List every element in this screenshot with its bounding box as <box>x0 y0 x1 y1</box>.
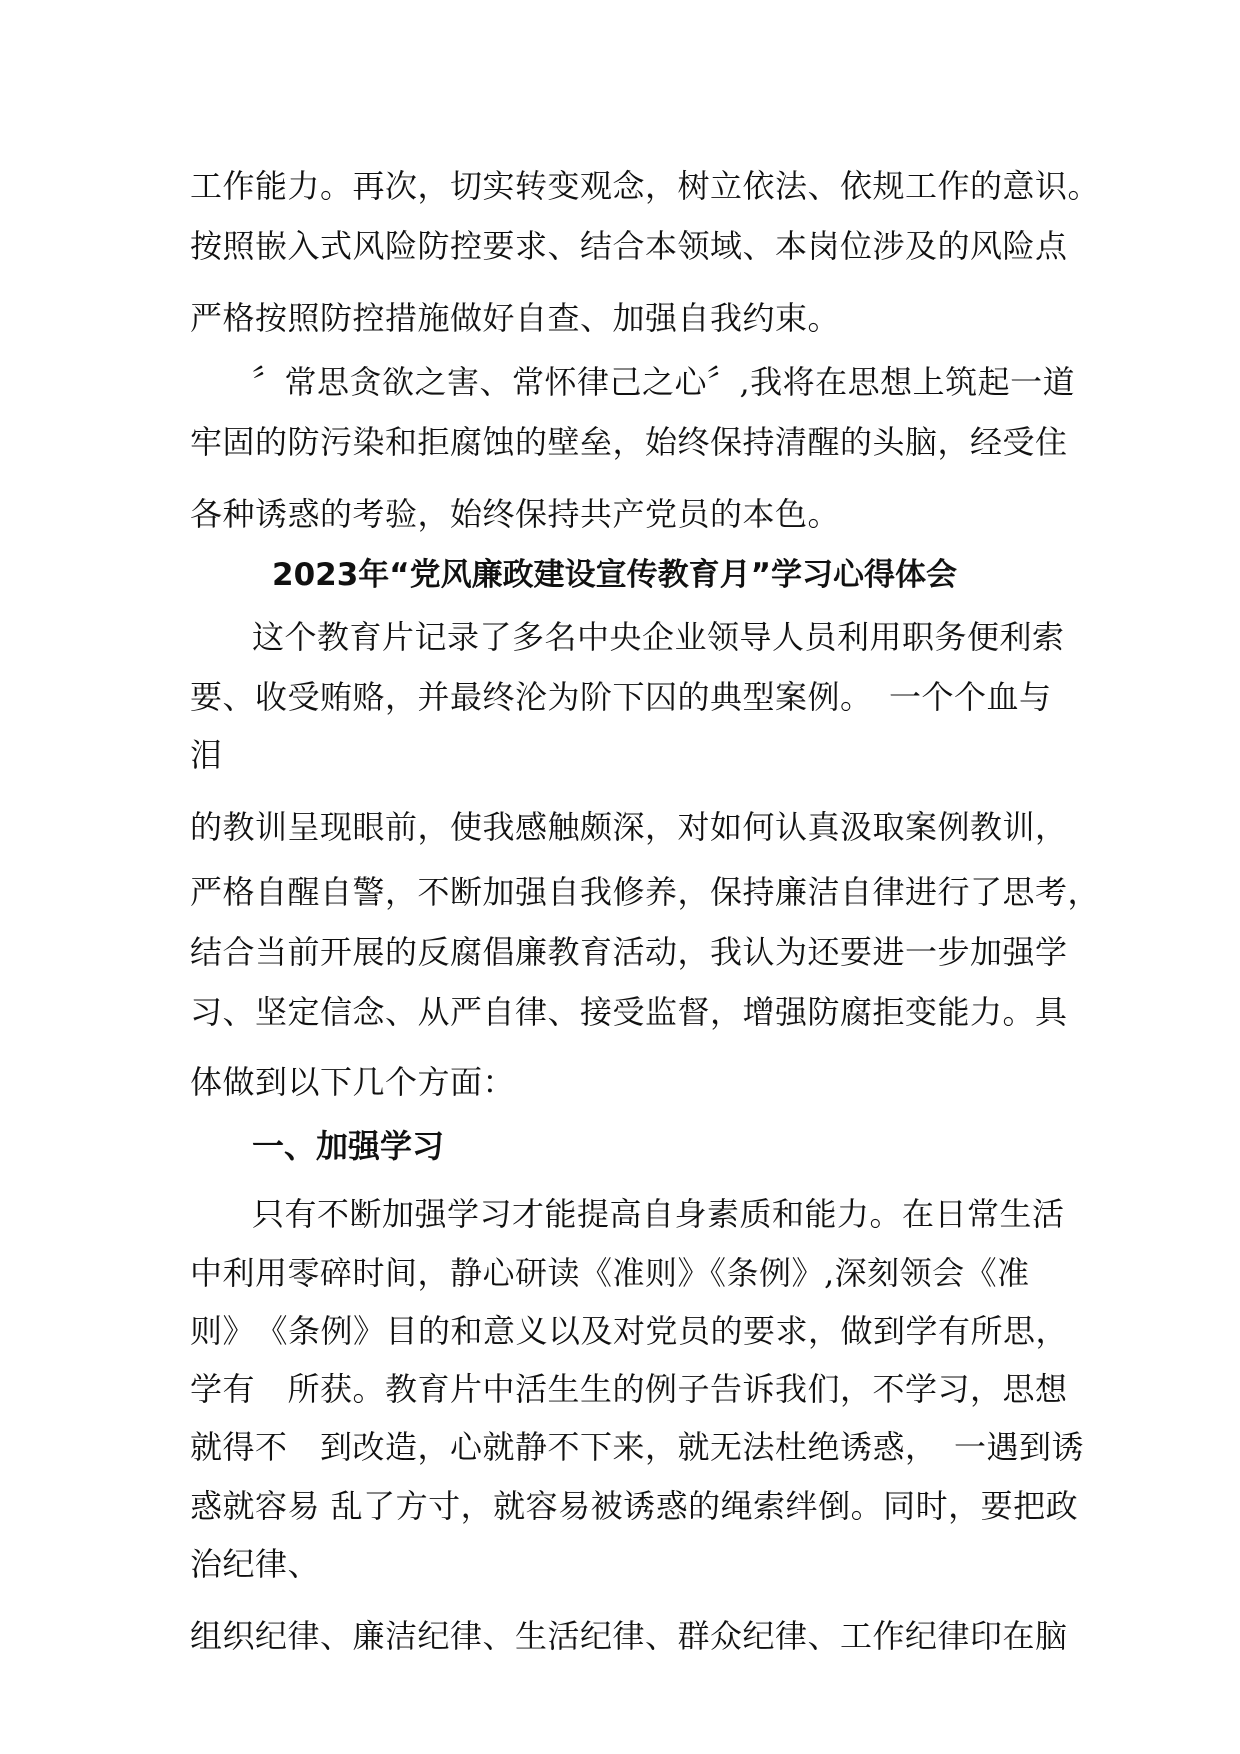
paragraph-1-line-1: 工作能力。再次，切实转变观念，树立依法、依规工作的意识。 <box>190 167 1101 205</box>
paragraph-2-line-2: 牢固的防污染和拒腐蚀的壁垒，始终保持清醒的头脑，经受住 <box>190 423 1068 461</box>
paragraph-4-line-6: 惑就容易 乱了方寸，就容易被诱惑的绳索绊倒。同时，要把政 <box>190 1487 1079 1525</box>
paragraph-4-line-2: 中利用零碎时间，静心研读《准则》《条例》,深刻领会《准 <box>190 1254 1030 1292</box>
paragraph-3-line-6: 结合当前开展的反腐倡廉教育活动，我认为还要进一步加强学 <box>190 933 1068 971</box>
paragraph-4-line-5: 就得不 到改造，心就静不下来，就无法杜绝诱惑， 一遇到诱 <box>190 1428 1085 1466</box>
paragraph-4-line-4: 学有 所获。教育片中活生生的例子告诉我们，不学习，思想 <box>190 1370 1068 1408</box>
paragraph-3-line-5: 严格自醒自警，不断加强自我修养，保持廉洁自律进行了思考， <box>190 873 1101 911</box>
paragraph-3-line-2: 要、收受贿赂，并最终沦为阶下囚的典型案例。 一个个血与 <box>190 678 1052 716</box>
paragraph-2-line-1: 〞常思贪欲之害、常怀律己之心〞,我将在思想上筑起一道 <box>252 363 1076 401</box>
paragraph-3-line-3: 泪 <box>190 736 223 774</box>
paragraph-4-line-1: 只有不断加强学习才能提高自身素质和能力。在日常生活 <box>252 1195 1065 1233</box>
paragraph-1-line-2: 按照嵌入式风险防控要求、结合本领域、本岗位涉及的风险点 <box>190 227 1068 265</box>
paragraph-4-line-3: 则》 《条例》目的和意义以及对党员的要求，做到学有所思， <box>190 1312 1069 1350</box>
paragraph-3-line-4: 的教训呈现眼前，使我感触颇深，对如何认真汲取案例教训， <box>190 808 1068 846</box>
paragraph-3-line-7: 习、坚定信念、从严自律、接受监督，增强防腐拒变能力。具 <box>190 993 1068 1031</box>
paragraph-2-line-3: 各种诱惑的考验，始终保持共产党员的本色。 <box>190 495 841 533</box>
paragraph-3-line-1: 这个教育片记录了多名中央企业领导人员利用职务便利索 <box>252 618 1065 656</box>
paragraph-4-line-7: 治纪律、 <box>190 1545 321 1583</box>
paragraph-4-line-8: 组织纪律、廉洁纪律、生活纪律、群众纪律、工作纪律印在脑 <box>190 1617 1068 1655</box>
section-heading: 一、加强学习 <box>252 1127 445 1165</box>
paragraph-3-line-8: 体做到以下几个方面： <box>190 1063 516 1101</box>
paragraph-1-line-3: 严格按照防控措施做好自查、加强自我约束。 <box>190 299 841 337</box>
document-title: 2023年“党风廉政建设宣传教育月”学习心得体会 <box>272 557 958 593</box>
